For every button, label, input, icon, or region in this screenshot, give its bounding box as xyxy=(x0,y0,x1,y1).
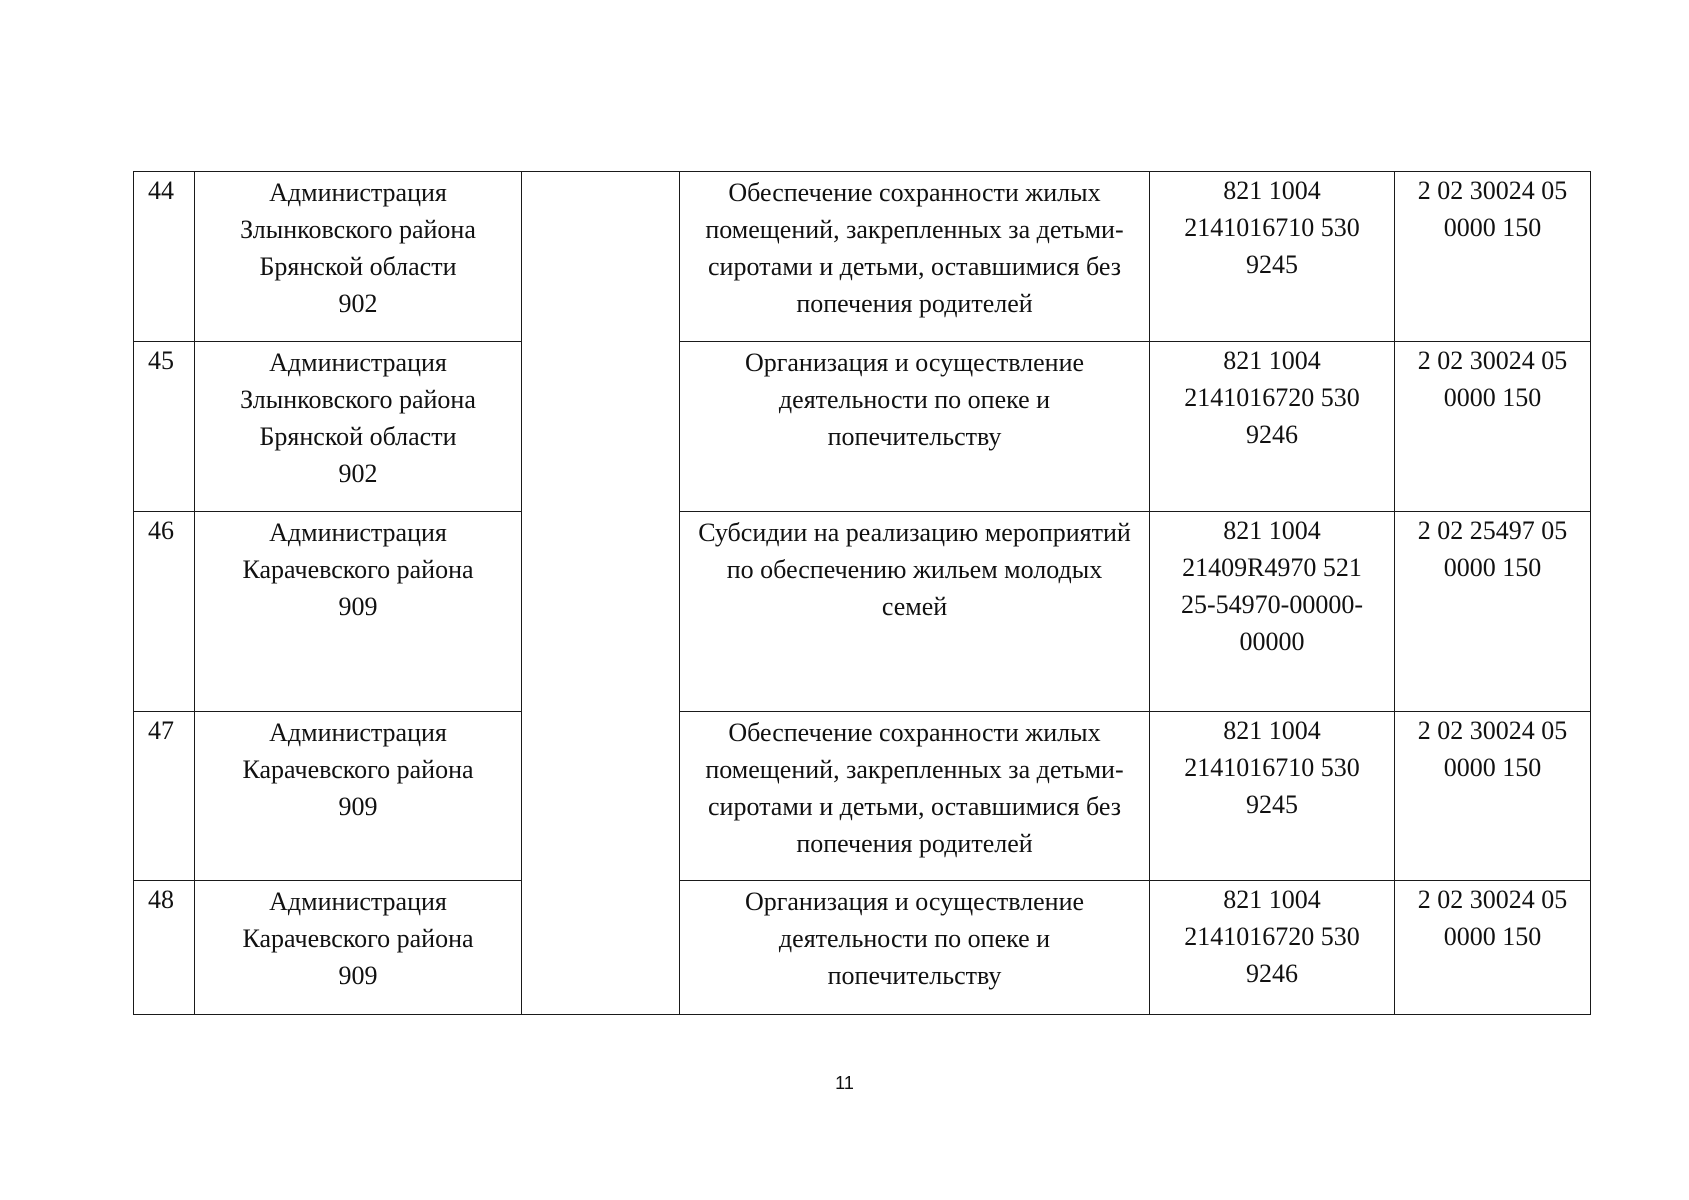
organization-line: Карачевского района xyxy=(242,755,474,784)
organization-line: 902 xyxy=(338,459,378,488)
page-number: 11 xyxy=(835,1073,854,1093)
budget-code-line: 25-54970-00000- xyxy=(1181,590,1363,619)
purpose-cell xyxy=(680,881,1150,1015)
row-number: 47 xyxy=(134,712,195,881)
row-number: 48 xyxy=(134,881,195,1015)
purpose-line: сиротами и детьми, оставшимися без xyxy=(708,252,1121,281)
revenue-code-line: 0000 150 xyxy=(1443,922,1542,951)
budget-code-line: 821 1004 xyxy=(1223,176,1321,205)
purpose-line: попечения родителей xyxy=(796,829,1033,858)
budget-code-line: 21409R4970 521 xyxy=(1182,553,1362,582)
organization-line: Злынковского района xyxy=(240,385,476,414)
empty-cell xyxy=(522,881,680,1015)
purpose-line: Обеспечение сохранности жилых xyxy=(728,178,1101,207)
organization-line: 902 xyxy=(338,289,378,318)
revenue-code-line: 0000 150 xyxy=(1443,753,1542,782)
budget-code-line: 9246 xyxy=(1246,959,1298,988)
budget-code-cell xyxy=(1150,881,1395,1015)
budget-code-line: 821 1004 xyxy=(1223,516,1321,545)
organization-line: 909 xyxy=(338,792,378,821)
organization-line: Брянской области xyxy=(259,252,457,281)
budget-code-line: 9245 xyxy=(1246,790,1298,819)
row-number: 45 xyxy=(134,342,195,512)
organization-cell xyxy=(195,342,522,512)
revenue-code-cell xyxy=(1395,172,1591,342)
purpose-line: попечительству xyxy=(827,961,1002,990)
purpose-line: Обеспечение сохранности жилых xyxy=(728,718,1101,747)
budget-code-cell xyxy=(1150,712,1395,881)
budget-code-line: 00000 xyxy=(1239,627,1305,656)
purpose-line: Организация и осуществление xyxy=(744,887,1085,916)
purpose-line: Организация и осуществление xyxy=(744,348,1085,377)
purpose-cell xyxy=(680,342,1150,512)
organization-cell xyxy=(195,712,522,881)
revenue-code-cell xyxy=(1395,712,1591,881)
revenue-code-line: 0000 150 xyxy=(1443,213,1542,242)
organization-line: 909 xyxy=(338,961,378,990)
organization-cell xyxy=(195,512,522,712)
organization-line: Администрация xyxy=(269,348,447,377)
row-number: 44 xyxy=(134,172,195,342)
revenue-code-line: 2 02 30024 05 xyxy=(1417,716,1568,745)
organization-line: Администрация xyxy=(269,887,447,916)
organization-line: Администрация xyxy=(269,718,447,747)
purpose-line: семей xyxy=(881,592,948,621)
revenue-code-line: 0000 150 xyxy=(1443,383,1542,412)
purpose-cell xyxy=(680,172,1150,342)
revenue-code-line: 2 02 30024 05 xyxy=(1417,346,1568,375)
table-row xyxy=(134,712,1591,881)
revenue-code-cell xyxy=(1395,342,1591,512)
revenue-code-line: 2 02 30024 05 xyxy=(1417,176,1568,205)
empty-cell xyxy=(522,342,680,512)
organization-line: Карачевского района xyxy=(242,555,474,584)
purpose-cell xyxy=(680,512,1150,712)
purpose-line: помещений, закрепленных за детьми- xyxy=(705,755,1124,784)
budget-code-line: 9245 xyxy=(1246,250,1298,279)
purpose-line: попечения родителей xyxy=(796,289,1033,318)
organization-cell xyxy=(195,172,522,342)
budget-code-line: 2141016720 530 xyxy=(1184,383,1360,412)
organization-line: Карачевского района xyxy=(242,924,474,953)
organization-cell xyxy=(195,881,522,1015)
purpose-line: деятельности по опеке и xyxy=(778,924,1051,953)
budget-code-line: 2141016710 530 xyxy=(1184,213,1360,242)
budget-code-line: 821 1004 xyxy=(1223,885,1321,914)
budget-code-cell xyxy=(1150,172,1395,342)
budget-code-line: 2141016710 530 xyxy=(1184,753,1360,782)
revenue-code-line: 2 02 25497 05 xyxy=(1417,516,1568,545)
organization-line: 909 xyxy=(338,592,378,621)
purpose-line: деятельности по опеке и xyxy=(778,385,1051,414)
revenue-code-line: 2 02 30024 05 xyxy=(1417,885,1568,914)
revenue-code-cell xyxy=(1395,512,1591,712)
budget-code-cell xyxy=(1150,342,1395,512)
purpose-line: по обеспечению жильем молодых xyxy=(726,555,1103,584)
budget-code-line: 821 1004 xyxy=(1223,716,1321,745)
empty-cell xyxy=(522,512,680,712)
organization-line: Администрация xyxy=(269,178,447,207)
organization-line: Злынковского района xyxy=(240,215,476,244)
table-row xyxy=(134,881,1591,1015)
revenue-code-cell xyxy=(1395,881,1591,1015)
table-row xyxy=(134,512,1591,712)
budget-code-line: 9246 xyxy=(1246,420,1298,449)
revenue-code-line: 0000 150 xyxy=(1443,553,1542,582)
table-row xyxy=(134,342,1591,512)
purpose-line: сиротами и детьми, оставшимися без xyxy=(708,792,1121,821)
table-row xyxy=(134,172,1591,342)
purpose-line: попечительству xyxy=(827,422,1002,451)
empty-cell xyxy=(522,712,680,881)
allocation-table xyxy=(133,171,1591,1015)
purpose-line: помещений, закрепленных за детьми- xyxy=(705,215,1124,244)
budget-code-line: 821 1004 xyxy=(1223,346,1321,375)
purpose-line: Субсидии на реализацию мероприятий xyxy=(698,518,1131,547)
row-number: 46 xyxy=(134,512,195,712)
budget-code-cell xyxy=(1150,512,1395,712)
organization-line: Администрация xyxy=(269,518,447,547)
purpose-cell xyxy=(680,712,1150,881)
budget-code-line: 2141016720 530 xyxy=(1184,922,1360,951)
empty-cell xyxy=(522,172,680,342)
organization-line: Брянской области xyxy=(259,422,457,451)
